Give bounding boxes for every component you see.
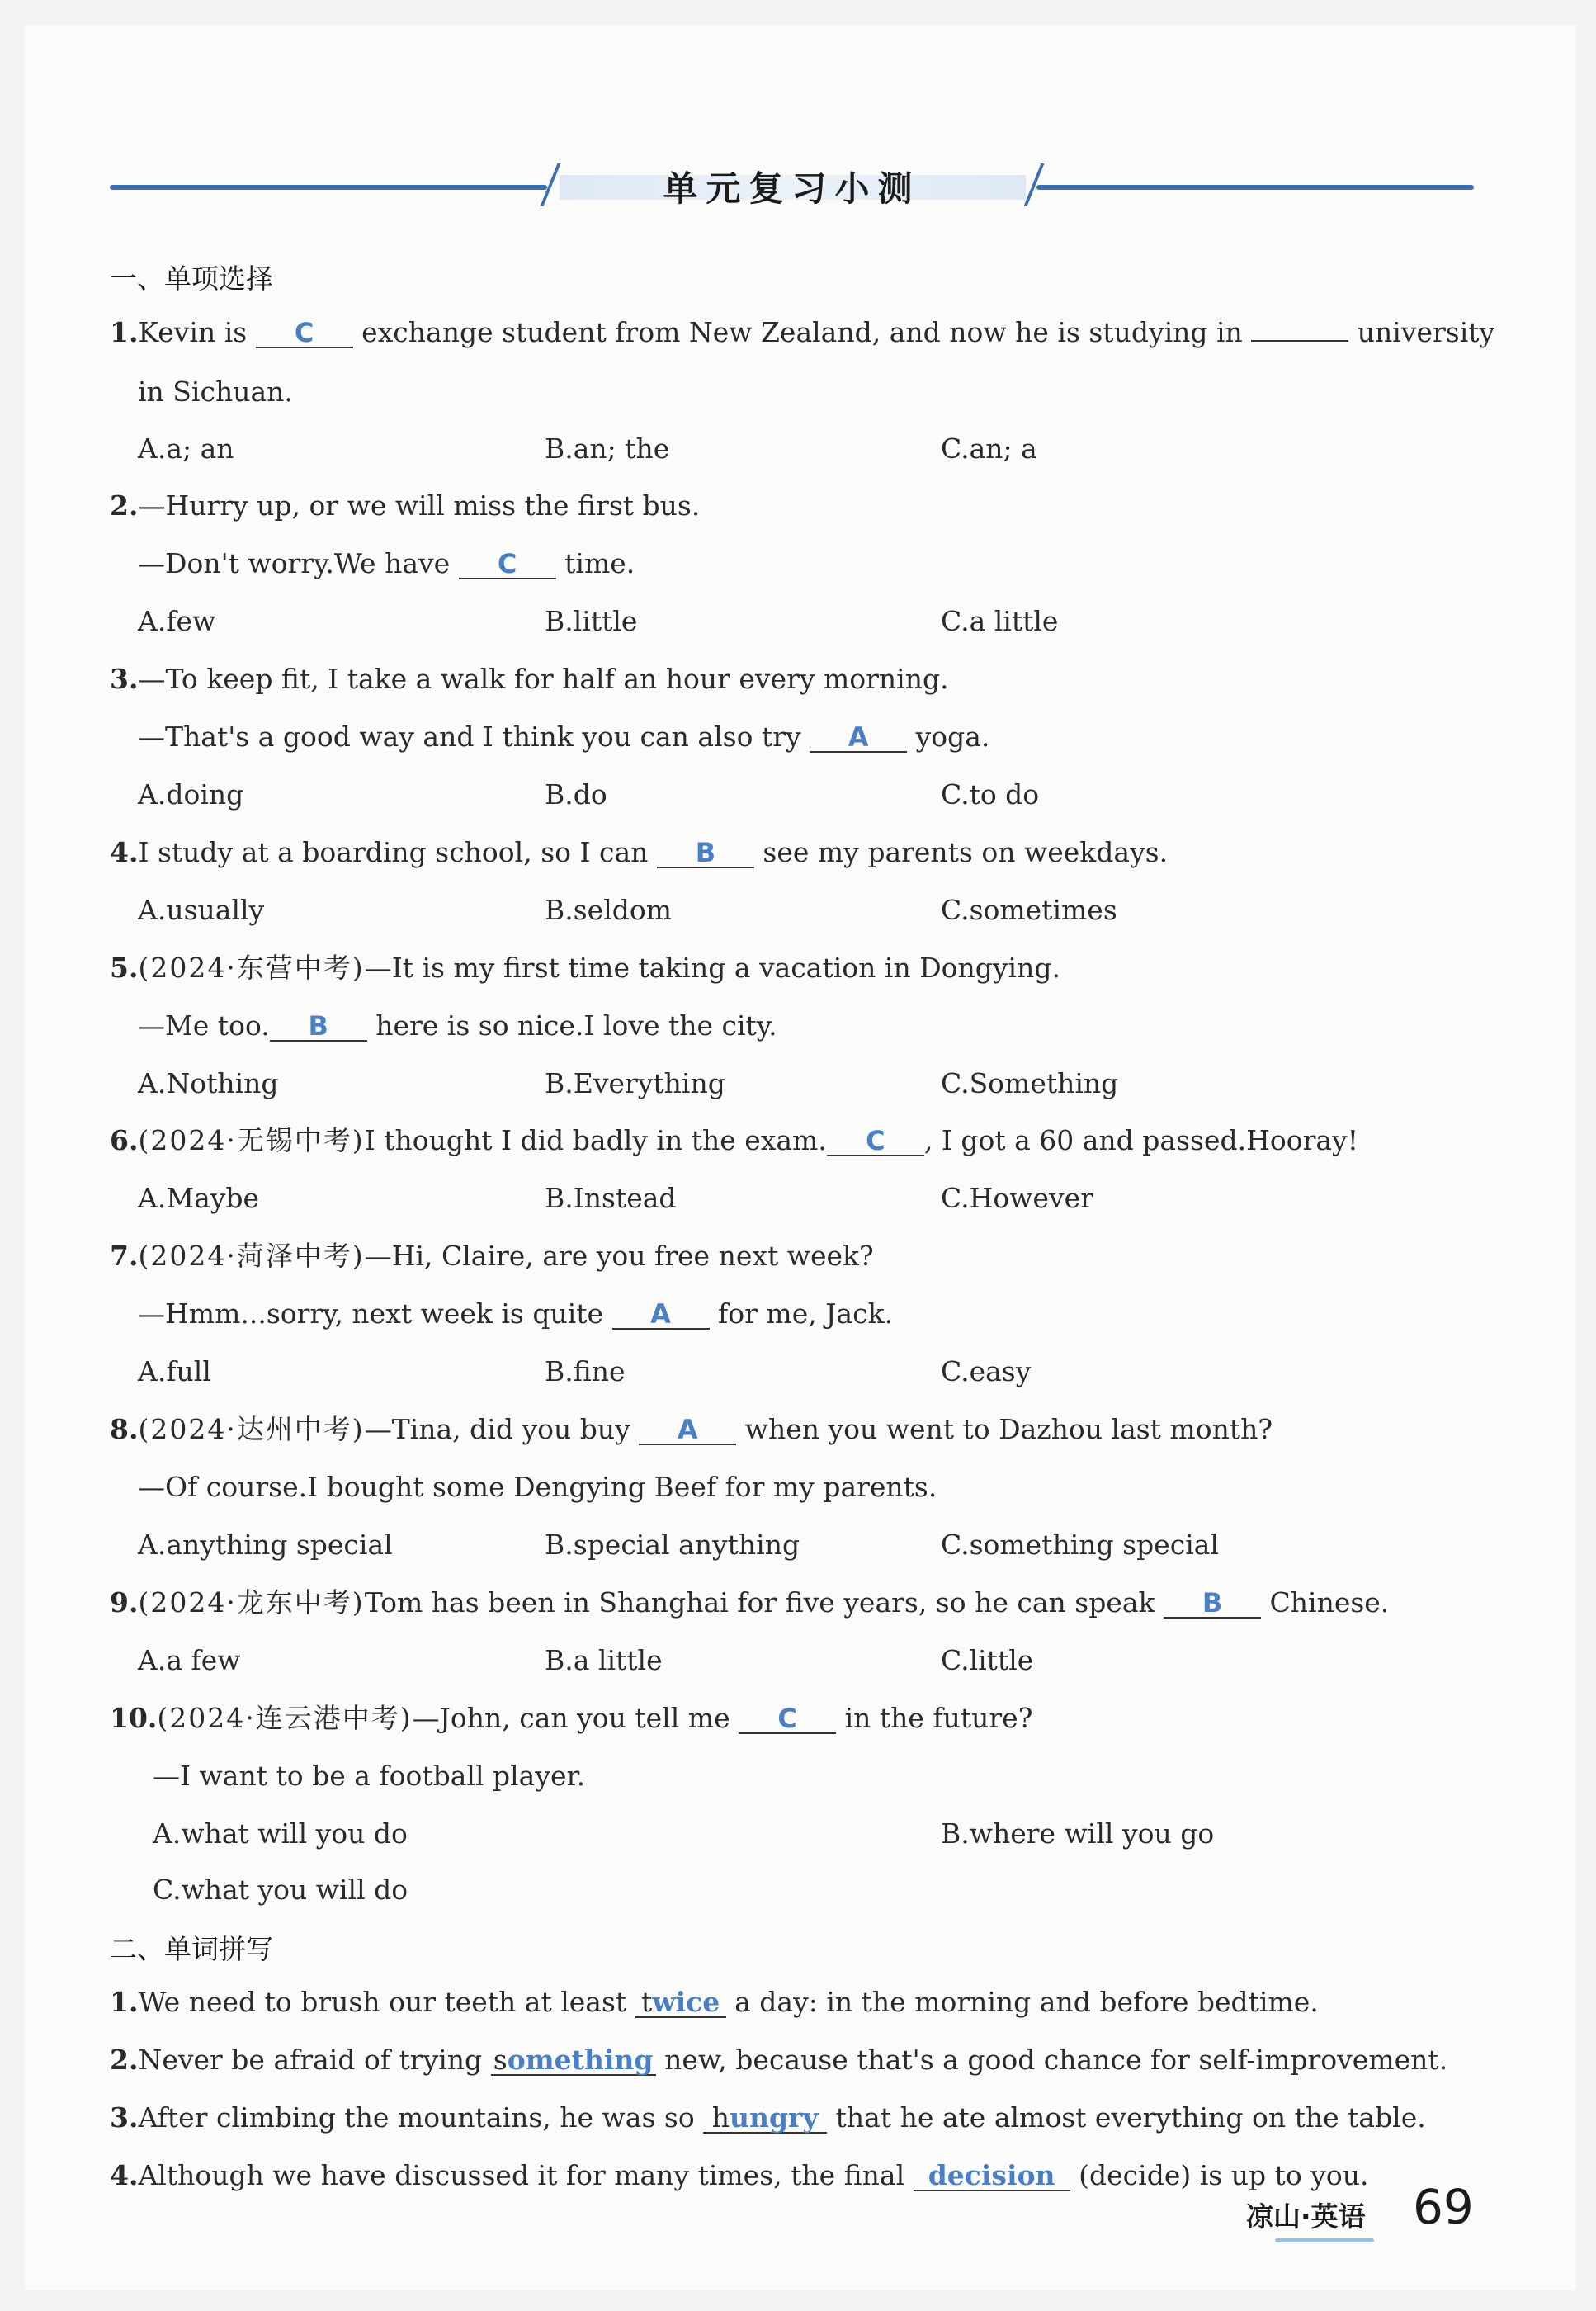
answer-blank[interactable] [827, 1127, 924, 1156]
answer-blank[interactable] [256, 319, 353, 348]
item-text: Although we have discussed it for many times, the final [138, 2159, 914, 2191]
option-a[interactable]: A.Maybe [138, 1182, 260, 1214]
question-text: Tom has been in Shanghai for five years, so he can speak [364, 1586, 1164, 1619]
option-b[interactable]: B.seldom [545, 894, 673, 926]
question-text: —Hmm...sorry, next week is quite [138, 1297, 612, 1330]
question-9 [110, 1586, 1389, 1619]
option-c[interactable]: C.an; a [941, 432, 1037, 465]
item-text: After climbing the mountains, he was so [138, 2101, 704, 2134]
question-text: —John, can you tell me [412, 1702, 739, 1734]
section-title-spelling: 二、单词拼写 [110, 1933, 273, 1965]
answer-text: decision [928, 2159, 1055, 2191]
question-number: 6. [110, 1124, 139, 1156]
question-text: exchange student from New Zealand, and now he is studying in [352, 316, 1252, 348]
option-b[interactable]: B.Everything [545, 1067, 725, 1099]
answer-blank-empty[interactable] [1251, 340, 1348, 342]
item-text: a day: in the morning and before bedtime. [725, 1986, 1319, 2018]
option-b[interactable]: B.special anything [545, 1529, 800, 1561]
option-b[interactable]: B.fine [545, 1355, 626, 1387]
section-header [110, 157, 1474, 215]
question-number: 2. [110, 489, 139, 522]
question-text: —Don't worry.We have [138, 547, 459, 579]
answer-text: C [777, 1703, 797, 1734]
page-title: 单元复习小测 [663, 168, 921, 209]
option-c[interactable]: C.to do [941, 778, 1040, 811]
option-c[interactable]: C.However [941, 1182, 1093, 1214]
section-title-choice: 一、单项选择 [110, 262, 273, 295]
option-c[interactable]: C.easy [941, 1355, 1032, 1387]
question-2 [110, 489, 700, 522]
answer-blank[interactable] [459, 550, 556, 579]
answer-blank[interactable] [703, 2101, 827, 2134]
footer-accent-bar [1275, 2238, 1374, 2242]
answer-text: B [308, 1010, 328, 1042]
question-text: —Hurry up, or we will miss the first bus. [138, 489, 701, 522]
question-1-line2: in Sichuan. [138, 376, 293, 408]
answer-blank[interactable] [639, 1415, 736, 1445]
question-number: 5. [110, 952, 139, 984]
answer-text: wice [652, 1986, 720, 2018]
option-a[interactable]: A.anything special [138, 1529, 393, 1561]
spelling-item-4 [110, 2159, 1368, 2192]
question-text: Chinese. [1261, 1586, 1390, 1619]
question-1 [110, 316, 1494, 349]
footer-label: 凉山·英语 [1246, 2200, 1366, 2233]
question-source: (2024·无锡中考) [138, 1124, 365, 1156]
question-text: for me, Jack. [709, 1297, 894, 1330]
question-3 [110, 663, 949, 696]
answer-blank[interactable] [810, 723, 907, 753]
question-text: time. [555, 547, 635, 579]
option-b[interactable]: B.Instead [545, 1182, 677, 1214]
option-b[interactable]: B.little [545, 605, 638, 637]
question-text: —Me too. [138, 1009, 270, 1042]
answer-blank[interactable] [635, 1988, 726, 2018]
answer-blank[interactable] [914, 2159, 1070, 2191]
question-number: 3. [110, 663, 139, 695]
question-text: —That's a good way and I think you can also try [138, 721, 810, 753]
question-text: yoga. [907, 721, 990, 753]
question-source: (2024·东营中考) [138, 952, 365, 984]
answer-text: C [866, 1125, 885, 1156]
answer-text: B [695, 837, 716, 868]
spelling-item-2 [110, 2044, 1447, 2077]
option-a[interactable]: A.doing [138, 778, 244, 811]
answer-blank[interactable] [1164, 1589, 1261, 1619]
page-number: 69 [1413, 2179, 1474, 2235]
option-c[interactable]: C.what you will do [153, 1874, 408, 1906]
option-c[interactable]: C.something special [941, 1529, 1219, 1561]
answer-blank[interactable] [612, 1300, 710, 1330]
spelling-item-1 [110, 1986, 1319, 2019]
question-text: —Tina, did you buy [364, 1413, 640, 1445]
answer-blank[interactable] [739, 1704, 836, 1734]
item-number: 2. [110, 2044, 139, 2076]
answer-blank[interactable] [491, 2046, 656, 2076]
question-source: (2024·菏泽中考) [138, 1240, 365, 1272]
item-number: 3. [110, 2101, 139, 2134]
question-10-line2: —I want to be a football player. [153, 1760, 586, 1792]
question-number: 8. [110, 1413, 139, 1445]
spelling-item-3 [110, 2101, 1426, 2134]
question-5 [110, 952, 1060, 985]
question-source: (2024·连云港中考) [157, 1702, 413, 1734]
option-b[interactable]: B.do [545, 778, 607, 811]
option-c[interactable]: C.sometimes [941, 894, 1117, 926]
option-a[interactable]: A.a few [138, 1644, 241, 1676]
answer-blank[interactable] [657, 839, 754, 868]
item-text: (decide) is up to you. [1070, 2159, 1369, 2191]
option-a[interactable]: A.usually [138, 894, 265, 926]
question-number: 9. [110, 1586, 139, 1619]
given-letter: t [641, 1986, 653, 2018]
question-source: (2024·达州中考) [138, 1413, 365, 1445]
item-text: Never be afraid of trying [138, 2044, 491, 2076]
option-a[interactable]: A.few [138, 605, 216, 637]
answer-text: B [1202, 1587, 1223, 1619]
option-c[interactable]: C.little [941, 1644, 1034, 1676]
answer-text: omething [507, 2044, 654, 2076]
question-8-line2: —Of course.I bought some Dengying Beef for my parents. [138, 1471, 937, 1503]
question-number: 7. [110, 1240, 139, 1272]
question-text: , I got a 60 and passed.Hooray! [923, 1124, 1358, 1156]
question-7 [110, 1240, 874, 1273]
question-text: university [1348, 316, 1495, 348]
question-10 [110, 1702, 1032, 1735]
option-c[interactable]: C.Something [941, 1067, 1119, 1099]
option-a[interactable]: A.full [138, 1355, 211, 1387]
option-a[interactable]: A.a; an [138, 432, 234, 465]
question-text: here is so nice.I love the city. [366, 1009, 777, 1042]
question-text: —To keep fit, I take a walk for half an hour every morning. [138, 663, 949, 695]
question-6 [110, 1124, 1358, 1157]
question-number: 1. [110, 316, 139, 348]
item-number: 1. [110, 1986, 139, 2018]
answer-blank[interactable] [270, 1012, 367, 1042]
question-3-line2 [138, 721, 989, 754]
question-number: 4. [110, 836, 139, 868]
item-number: 4. [110, 2159, 139, 2191]
answer-text: A [650, 1298, 671, 1330]
answer-text: C [497, 548, 517, 579]
option-b[interactable]: B.a little [545, 1644, 663, 1676]
question-5-line2 [138, 1009, 777, 1042]
option-c[interactable]: C.a little [941, 605, 1059, 637]
question-text: see my parents on weekdays. [753, 836, 1169, 868]
answer-text: C [294, 317, 314, 348]
given-letter: s [493, 2044, 508, 2076]
question-2-line2 [138, 547, 635, 580]
question-text: Kevin is [138, 316, 256, 348]
answer-text: A [848, 721, 869, 753]
question-number: 10. [110, 1702, 158, 1734]
option-a[interactable]: A.what will you do [153, 1817, 408, 1850]
answer-text: A [677, 1414, 698, 1445]
question-7-line2 [138, 1297, 893, 1330]
question-text: I study at a boarding school, so I can [138, 836, 657, 868]
question-source: (2024·龙东中考) [138, 1586, 365, 1619]
option-a[interactable]: A.Nothing [138, 1067, 279, 1099]
answer-text: ungry [729, 2101, 819, 2134]
item-text: that he ate almost everything on the table. [827, 2101, 1426, 2134]
item-text: We need to brush our teeth at least [138, 1986, 635, 2018]
question-8 [110, 1413, 1273, 1446]
item-text: new, because that's a good chance for self-improvement. [655, 2044, 1448, 2076]
question-4 [110, 836, 1168, 869]
option-b[interactable]: B.where will you go [941, 1817, 1215, 1850]
question-text: —Hi, Claire, are you free next week? [364, 1240, 874, 1272]
option-b[interactable]: B.an; the [545, 432, 670, 465]
question-text: I thought I did badly in the exam. [364, 1124, 827, 1156]
given-letter: h [711, 2101, 730, 2134]
question-text: —It is my first time taking a vacation in Dongying. [364, 952, 1060, 984]
question-text: in the future? [836, 1702, 1033, 1734]
question-text: when you went to Dazhou last month? [736, 1413, 1273, 1445]
